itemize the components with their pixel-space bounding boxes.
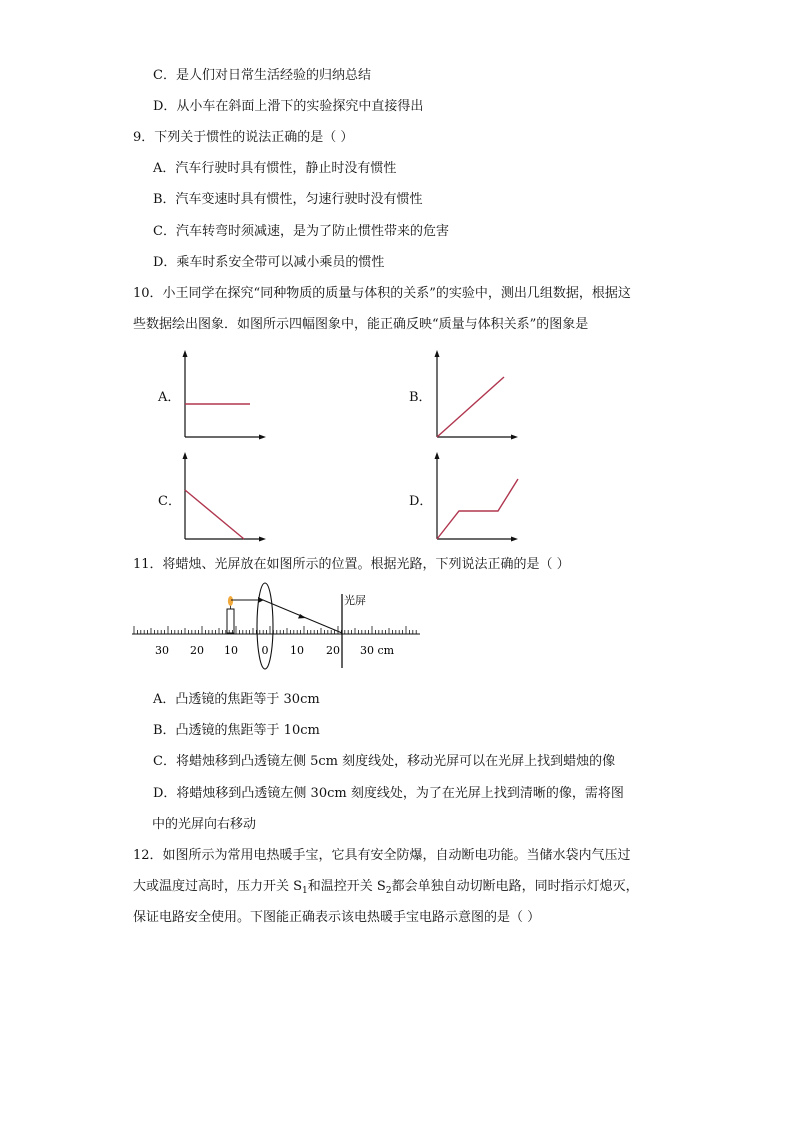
q11-option-d-line2: 中的光屏向右移动 <box>152 817 257 832</box>
s1-subscript: 1 <box>302 886 308 896</box>
graph-a <box>180 350 270 442</box>
q11-option-d-line1: D．将蜡烛移到凸透镜左侧 30cm 刻度线处，为了在光屏上找到清晰的像，需将图 <box>153 786 624 801</box>
q12-stem-line3: 保证电路安全使用。下图能正确表示该电热暖手宝电路示意图的是（ ） <box>133 910 541 925</box>
q9-stem: 9．下列关于惯性的说法正确的是（ ） <box>133 130 354 145</box>
graph-c-y-arrow <box>183 452 188 459</box>
q9-option-c: C．汽车转弯时须减速，是为了防止惯性带来的危害 <box>153 224 449 239</box>
tick-label-20-right: 20 <box>326 644 340 657</box>
q10-stem-line1: 10．小王同学在探究“同种物质的质量与体积的关系”的实验中，测出几组数据，根据这 <box>133 286 631 301</box>
q9-option-d: D．乘车时系安全带可以减小乘员的惯性 <box>153 255 385 270</box>
graph-c <box>180 452 270 544</box>
s2-subscript: 2 <box>385 886 392 896</box>
graph-d-curve <box>437 479 518 539</box>
q11-stem: 11．将蜡烛、光屏放在如图所示的位置。根据光路，下列说法正确的是（ ） <box>133 557 570 572</box>
q8-option-c: C．是人们对日常生活经验的归纳总结 <box>153 68 371 83</box>
graph-a-x-arrow <box>259 435 266 440</box>
graph-b-x-arrow <box>511 435 518 440</box>
candle-flame <box>228 596 233 606</box>
tick-label-30-cm: 30 cm <box>360 644 395 657</box>
q10-stem-line2: 些数据绘出图象．如图所示四幅图象中，能正确反映“质量与体积关系”的图象是 <box>133 317 589 332</box>
q8-option-d: D．从小车在斜面上滑下的实验探究中直接得出 <box>153 99 424 114</box>
screen-label: 光屏 <box>344 594 366 607</box>
graph-d <box>432 452 522 544</box>
tick-label-20-left: 20 <box>190 644 204 657</box>
graph-c-label: C． <box>158 494 181 509</box>
q11-option-b: B．凸透镜的焦距等于 10cm <box>153 723 320 738</box>
q12-stem-line2 <box>133 877 639 901</box>
graph-d-label: D． <box>409 494 433 509</box>
q12-stem-line2-c: 都会单独自动切断电路，同时指示灯熄灭， <box>391 879 639 894</box>
q9-option-b: B．汽车变速时具有惯性，匀速行驶时没有惯性 <box>153 192 423 207</box>
q9-option-a: A．汽车行驶时具有惯性，静止时没有惯性 <box>153 161 397 176</box>
q12-stem-line2-a: 大或温度过高时，压力开关 S <box>133 879 303 894</box>
graph-d-x-arrow <box>511 537 518 542</box>
q11-option-a: A．凸透镜的焦距等于 30cm <box>153 692 320 707</box>
tick-label-10-right: 10 <box>290 644 304 657</box>
tick-label-30-left: 30 <box>155 644 169 657</box>
graph-b-label: B． <box>409 390 432 405</box>
graph-d-y-arrow <box>435 452 440 459</box>
graph-b-y-arrow <box>435 350 440 357</box>
graph-b <box>432 350 522 442</box>
graph-a-label: A． <box>158 390 181 405</box>
tick-label-10-left: 10 <box>224 644 238 657</box>
ruler-ticks <box>134 626 416 634</box>
graph-b-curve <box>437 377 504 437</box>
q11-option-c: C．将蜡烛移到凸透镜左侧 5cm 刻度线处，移动光屏可以在光屏上找到蜡烛的像 <box>153 754 616 769</box>
candle-body <box>227 609 234 633</box>
graph-a-y-arrow <box>183 350 188 357</box>
optics-bench-figure <box>130 582 425 672</box>
graph-c-x-arrow <box>259 537 266 542</box>
graph-c-curve <box>185 490 244 539</box>
q12-stem-line2-b: 和温控开关 S <box>307 879 386 894</box>
tick-label-0: 0 <box>261 644 269 657</box>
q12-stem-line1: 12．如图所示为常用电热暖手宝，它具有安全防爆，自动断电功能。当储水袋内气压过 <box>133 848 631 863</box>
